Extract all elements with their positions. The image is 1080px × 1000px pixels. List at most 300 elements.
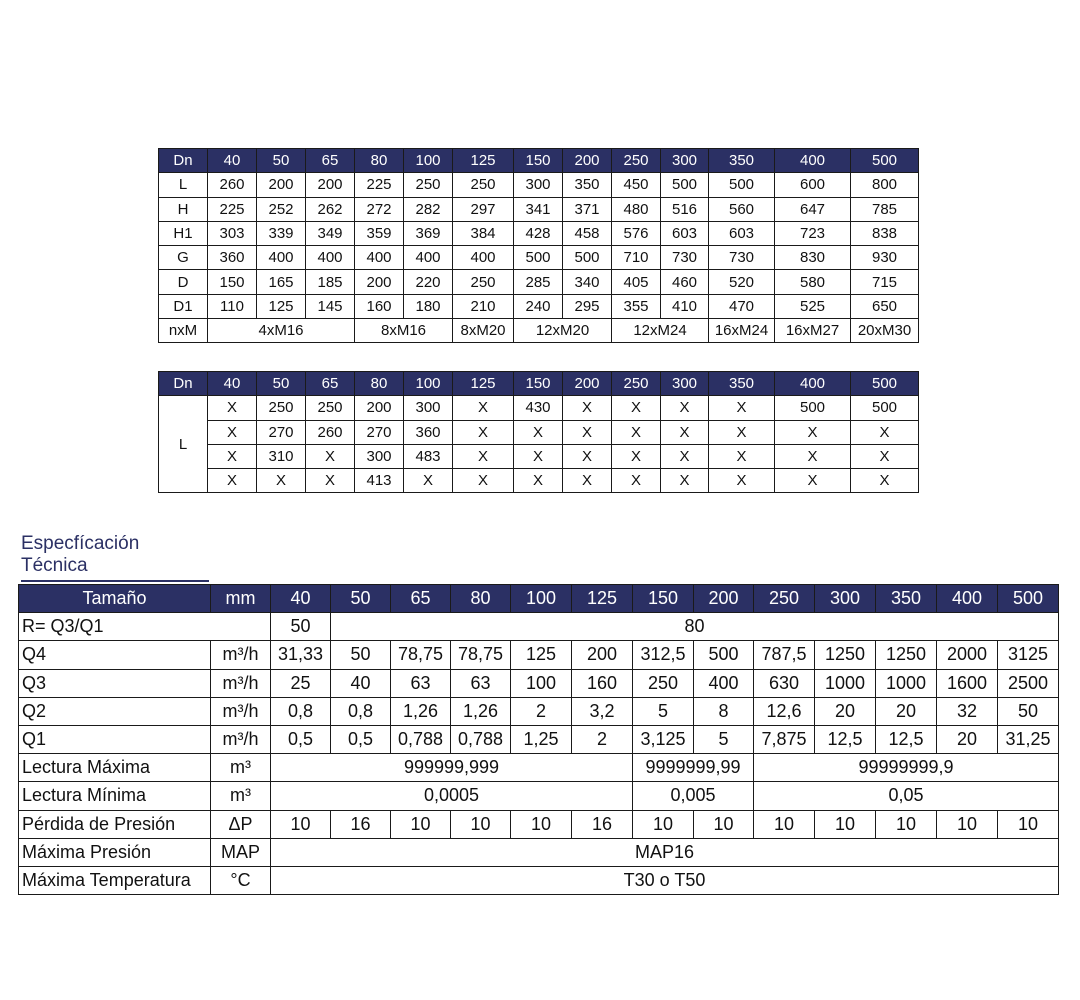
table-cell: X [661, 420, 709, 444]
table-cell: 3,2 [572, 697, 633, 725]
table-cell: 340 [563, 270, 612, 294]
row-label: Lectura Mínima [19, 782, 211, 810]
table-cell: 838 [851, 221, 919, 245]
table-cell: 50 [271, 613, 331, 641]
column-header: 250 [754, 585, 815, 613]
column-header: 40 [208, 372, 257, 396]
table-cell: 3125 [998, 641, 1059, 669]
table-cell: 16xM24 [709, 319, 775, 343]
table-cell: X [612, 444, 661, 468]
table-cell: 1600 [937, 669, 998, 697]
column-header: 50 [257, 149, 306, 173]
table-cell: 428 [514, 221, 563, 245]
table-cell: 312,5 [633, 641, 694, 669]
table-cell: X [306, 469, 355, 493]
table-cell: X [709, 420, 775, 444]
row-label: Pérdida de Presión [19, 810, 211, 838]
table-row [19, 641, 1059, 669]
table-cell: 787,5 [754, 641, 815, 669]
table-cell: 413 [355, 469, 404, 493]
table-cell: 405 [612, 270, 661, 294]
table-cell: 250 [404, 173, 453, 197]
table-cell: 31,33 [271, 641, 331, 669]
spec-table [18, 584, 1059, 895]
table-cell: MAP16 [271, 838, 1059, 866]
table-cell: 3,125 [633, 725, 694, 753]
column-header: 500 [998, 585, 1059, 613]
table-row [159, 420, 919, 444]
unit-cell: ΔP [211, 810, 271, 838]
table-cell: 5 [633, 697, 694, 725]
table-cell: 270 [355, 420, 404, 444]
table-cell: 10 [511, 810, 572, 838]
column-header: 50 [331, 585, 391, 613]
max-temp-row [19, 866, 1059, 894]
max-presion-row [19, 838, 1059, 866]
table-cell: 630 [754, 669, 815, 697]
table-cell: 930 [851, 246, 919, 270]
table-cell: 2 [511, 697, 572, 725]
row-label: D [159, 270, 208, 294]
table-cell: 1,26 [451, 697, 511, 725]
column-header: 65 [391, 585, 451, 613]
row-label: Q2 [19, 697, 211, 725]
table-cell: X [851, 469, 919, 493]
table-cell: 16xM27 [775, 319, 851, 343]
table-cell: 450 [612, 173, 661, 197]
table-cell: 500 [563, 246, 612, 270]
table-cell: 270 [257, 420, 306, 444]
column-header: 300 [815, 585, 876, 613]
lectura-min-row [19, 782, 1059, 810]
bolts-label: nxM [159, 319, 208, 343]
table-cell: 1000 [815, 669, 876, 697]
table-cell: X [453, 396, 514, 420]
table-cell: 480 [612, 197, 661, 221]
table-row [159, 246, 919, 270]
table-cell: 603 [709, 221, 775, 245]
unit-cell: °C [211, 866, 271, 894]
table-cell: X [612, 396, 661, 420]
table-cell: X [661, 444, 709, 468]
row-label: Máxima Temperatura [19, 866, 211, 894]
column-header: 150 [514, 149, 563, 173]
row-label: Q3 [19, 669, 211, 697]
spec-header-row [19, 585, 1059, 613]
table-cell: 225 [355, 173, 404, 197]
table-cell: X [709, 396, 775, 420]
table-cell: 125 [257, 294, 306, 318]
column-header: 300 [661, 372, 709, 396]
column-header: 65 [306, 372, 355, 396]
column-header: 250 [612, 149, 661, 173]
table-cell: X [453, 444, 514, 468]
table-cell: 430 [514, 396, 563, 420]
table-cell: 400 [404, 246, 453, 270]
table-cell: 500 [775, 396, 851, 420]
table-cell: X [208, 444, 257, 468]
lengths-header-row [159, 372, 919, 396]
table-cell: 25 [271, 669, 331, 697]
table-cell: 576 [612, 221, 661, 245]
table-cell: 369 [404, 221, 453, 245]
table-cell: 0,8 [331, 697, 391, 725]
table-cell: 2000 [937, 641, 998, 669]
table-cell: 525 [775, 294, 851, 318]
table-cell: 10 [876, 810, 937, 838]
row-label: D1 [159, 294, 208, 318]
table-cell: 100 [511, 669, 572, 697]
table-cell: 10 [451, 810, 511, 838]
table-cell: 1,25 [511, 725, 572, 753]
table-cell: 4xM16 [208, 319, 355, 343]
table-cell: 603 [661, 221, 709, 245]
table-row [159, 294, 919, 318]
table-cell: 520 [709, 270, 775, 294]
table-cell: 500 [661, 173, 709, 197]
table-cell: 580 [775, 270, 851, 294]
table-cell: 99999999,9 [754, 754, 1059, 782]
column-header: 200 [563, 149, 612, 173]
table-cell: 12xM24 [612, 319, 709, 343]
table-cell: X [563, 444, 612, 468]
unit-cell: m³/h [211, 725, 271, 753]
table-row [159, 444, 919, 468]
table-cell: 180 [404, 294, 453, 318]
table-cell: 110 [208, 294, 257, 318]
table-cell: 40 [331, 669, 391, 697]
table-cell: 12xM20 [514, 319, 612, 343]
table-cell: 200 [572, 641, 633, 669]
table-cell: 210 [453, 294, 514, 318]
table-cell: 349 [306, 221, 355, 245]
table-cell: 10 [998, 810, 1059, 838]
table-cell: 400 [694, 669, 754, 697]
table-cell: 285 [514, 270, 563, 294]
column-header: 350 [709, 372, 775, 396]
table-cell: X [709, 469, 775, 493]
table-cell: 300 [514, 173, 563, 197]
column-header: 500 [851, 372, 919, 396]
table-cell: 0,0005 [271, 782, 633, 810]
table-cell: 310 [257, 444, 306, 468]
table-cell: 295 [563, 294, 612, 318]
table-cell: 16 [331, 810, 391, 838]
table-cell: 0,5 [271, 725, 331, 753]
table-cell: 31,25 [998, 725, 1059, 753]
table-cell: 297 [453, 197, 514, 221]
row-label: H [159, 197, 208, 221]
section-title: Especfícación Técnica [21, 533, 209, 582]
table-cell: 715 [851, 270, 919, 294]
row-label: L [159, 173, 208, 197]
table-cell: 483 [404, 444, 453, 468]
table-cell: X [404, 469, 453, 493]
table-cell: 1,26 [391, 697, 451, 725]
column-header: 150 [633, 585, 694, 613]
table-cell: 262 [306, 197, 355, 221]
table-cell: 800 [851, 173, 919, 197]
table-cell: X [257, 469, 306, 493]
lengths-table [158, 371, 919, 493]
table-cell: 50 [331, 641, 391, 669]
table-cell: 272 [355, 197, 404, 221]
row-label: Máxima Presión [19, 838, 211, 866]
table-cell: X [208, 396, 257, 420]
table-cell: 20 [876, 697, 937, 725]
table-cell: 5 [694, 725, 754, 753]
column-header: 400 [937, 585, 998, 613]
unit-cell: m³ [211, 782, 271, 810]
table-cell: 252 [257, 197, 306, 221]
table-cell: X [208, 469, 257, 493]
table-row [19, 725, 1059, 753]
table-row [159, 173, 919, 197]
column-header: 125 [453, 372, 514, 396]
table-cell: 78,75 [391, 641, 451, 669]
table-cell: 145 [306, 294, 355, 318]
unit-cell: m³/h [211, 697, 271, 725]
table-cell: 410 [661, 294, 709, 318]
table-cell: 160 [572, 669, 633, 697]
table-cell: 8 [694, 697, 754, 725]
unit-cell: m³ [211, 754, 271, 782]
table-cell: 400 [355, 246, 404, 270]
column-header: 100 [404, 372, 453, 396]
table-cell: 355 [612, 294, 661, 318]
table-cell: 460 [661, 270, 709, 294]
dimensions-table [158, 148, 919, 343]
table-cell: 360 [404, 420, 453, 444]
column-header: 40 [208, 149, 257, 173]
table-cell: 0,788 [391, 725, 451, 753]
table-cell: X [661, 396, 709, 420]
table-row [159, 469, 919, 493]
table-cell: 999999,999 [271, 754, 633, 782]
table-cell: 250 [257, 396, 306, 420]
table-cell: 50 [998, 697, 1059, 725]
row-label: Q1 [19, 725, 211, 753]
table-cell: 730 [709, 246, 775, 270]
table-cell: 350 [563, 173, 612, 197]
table-cell: 300 [355, 444, 404, 468]
table-cell: 240 [514, 294, 563, 318]
table-cell: T30 o T50 [271, 866, 1059, 894]
column-header: 50 [257, 372, 306, 396]
table-row [19, 669, 1059, 697]
table-cell: 0,8 [271, 697, 331, 725]
table-cell: X [709, 444, 775, 468]
table-cell: X [775, 469, 851, 493]
table-cell: 20 [937, 725, 998, 753]
table-cell: 647 [775, 197, 851, 221]
column-header: 40 [271, 585, 331, 613]
table-cell: 400 [453, 246, 514, 270]
table-cell: 650 [851, 294, 919, 318]
table-cell: 339 [257, 221, 306, 245]
table-cell: X [208, 420, 257, 444]
table-cell: 300 [404, 396, 453, 420]
table-cell: 125 [511, 641, 572, 669]
column-header: 80 [355, 149, 404, 173]
table-row [159, 221, 919, 245]
table-cell: 250 [453, 173, 514, 197]
table-cell: 830 [775, 246, 851, 270]
column-header: Dn [159, 372, 208, 396]
table-cell: 12,6 [754, 697, 815, 725]
table-cell: X [514, 469, 563, 493]
table-cell: X [453, 420, 514, 444]
lengths-label: L [159, 396, 208, 493]
column-header: 400 [775, 149, 851, 173]
table-cell: 10 [694, 810, 754, 838]
table-cell: X [453, 469, 514, 493]
table-cell: X [612, 469, 661, 493]
table-cell: 282 [404, 197, 453, 221]
table-cell: 63 [451, 669, 511, 697]
unit-cell: MAP [211, 838, 271, 866]
bolts-row [159, 319, 919, 343]
table-cell: 8xM16 [355, 319, 453, 343]
table-cell: 10 [937, 810, 998, 838]
column-header: 500 [851, 149, 919, 173]
table-cell: 600 [775, 173, 851, 197]
table-cell: 260 [208, 173, 257, 197]
ratio-label: R= Q3/Q1 [19, 613, 271, 641]
table-row [159, 270, 919, 294]
table-cell: 1250 [876, 641, 937, 669]
table-cell: 9999999,99 [633, 754, 754, 782]
table-cell: 200 [355, 270, 404, 294]
table-cell: 8xM20 [453, 319, 514, 343]
table-cell: 7,875 [754, 725, 815, 753]
table-cell: 10 [391, 810, 451, 838]
table-cell: 200 [257, 173, 306, 197]
column-header: 100 [404, 149, 453, 173]
table-cell: 458 [563, 221, 612, 245]
table-cell: 160 [355, 294, 404, 318]
table-cell: X [851, 420, 919, 444]
table-cell: 500 [709, 173, 775, 197]
table-cell: 220 [404, 270, 453, 294]
table-cell: 400 [257, 246, 306, 270]
table-cell: 78,75 [451, 641, 511, 669]
table-cell: 225 [208, 197, 257, 221]
table-cell: X [563, 420, 612, 444]
table-cell: X [563, 396, 612, 420]
ratio-row [19, 613, 1059, 641]
table-cell: 500 [851, 396, 919, 420]
table-cell: 63 [391, 669, 451, 697]
table-cell: 723 [775, 221, 851, 245]
table-cell: 785 [851, 197, 919, 221]
column-header: 100 [511, 585, 572, 613]
table-cell: 2 [572, 725, 633, 753]
table-cell: 32 [937, 697, 998, 725]
table-cell: 200 [355, 396, 404, 420]
table-cell: 0,05 [754, 782, 1059, 810]
table-cell: X [514, 420, 563, 444]
table-cell: 359 [355, 221, 404, 245]
table-cell: 341 [514, 197, 563, 221]
table-cell: 10 [815, 810, 876, 838]
table-cell: 730 [661, 246, 709, 270]
table-cell: 384 [453, 221, 514, 245]
column-header: 150 [514, 372, 563, 396]
table-cell: 185 [306, 270, 355, 294]
column-header: Dn [159, 149, 208, 173]
column-header: 300 [661, 149, 709, 173]
table-cell: X [612, 420, 661, 444]
column-header: mm [211, 585, 271, 613]
table-cell: 0,788 [451, 725, 511, 753]
table-cell: X [514, 444, 563, 468]
table-cell: 12,5 [815, 725, 876, 753]
table-cell: 12,5 [876, 725, 937, 753]
column-header: 350 [876, 585, 937, 613]
column-header: 80 [355, 372, 404, 396]
table-cell: 10 [271, 810, 331, 838]
table-cell: 250 [633, 669, 694, 697]
column-header: 65 [306, 149, 355, 173]
table-cell: 250 [306, 396, 355, 420]
column-header: 400 [775, 372, 851, 396]
column-header: 200 [694, 585, 754, 613]
table-cell: 10 [754, 810, 815, 838]
lectura-max-row [19, 754, 1059, 782]
table-cell: 80 [331, 613, 1059, 641]
table-cell: 260 [306, 420, 355, 444]
row-label: H1 [159, 221, 208, 245]
table-cell: X [306, 444, 355, 468]
table-cell: X [661, 469, 709, 493]
table-cell: X [563, 469, 612, 493]
table-cell: 2500 [998, 669, 1059, 697]
table-cell: 0,5 [331, 725, 391, 753]
table-cell: X [851, 444, 919, 468]
table-cell: 1000 [876, 669, 937, 697]
column-header: 250 [612, 372, 661, 396]
table-cell: 500 [514, 246, 563, 270]
table-cell: 16 [572, 810, 633, 838]
table-cell: 165 [257, 270, 306, 294]
row-label: Q4 [19, 641, 211, 669]
table-cell: 0,005 [633, 782, 754, 810]
table-cell: 10 [633, 810, 694, 838]
column-header: 125 [453, 149, 514, 173]
table-cell: 360 [208, 246, 257, 270]
table-cell: 560 [709, 197, 775, 221]
column-header: Tamaño [19, 585, 211, 613]
dimensions-header-row [159, 149, 919, 173]
table-cell: 470 [709, 294, 775, 318]
row-label: Lectura Máxima [19, 754, 211, 782]
unit-cell: m³/h [211, 641, 271, 669]
perdida-row [19, 810, 1059, 838]
table-cell: 400 [306, 246, 355, 270]
column-header: 80 [451, 585, 511, 613]
table-row [159, 197, 919, 221]
table-row [19, 697, 1059, 725]
column-header: 200 [563, 372, 612, 396]
column-header: 350 [709, 149, 775, 173]
table-cell: 150 [208, 270, 257, 294]
table-cell: 250 [453, 270, 514, 294]
column-header: 125 [572, 585, 633, 613]
table-cell: 1250 [815, 641, 876, 669]
table-cell: X [775, 444, 851, 468]
row-label: G [159, 246, 208, 270]
